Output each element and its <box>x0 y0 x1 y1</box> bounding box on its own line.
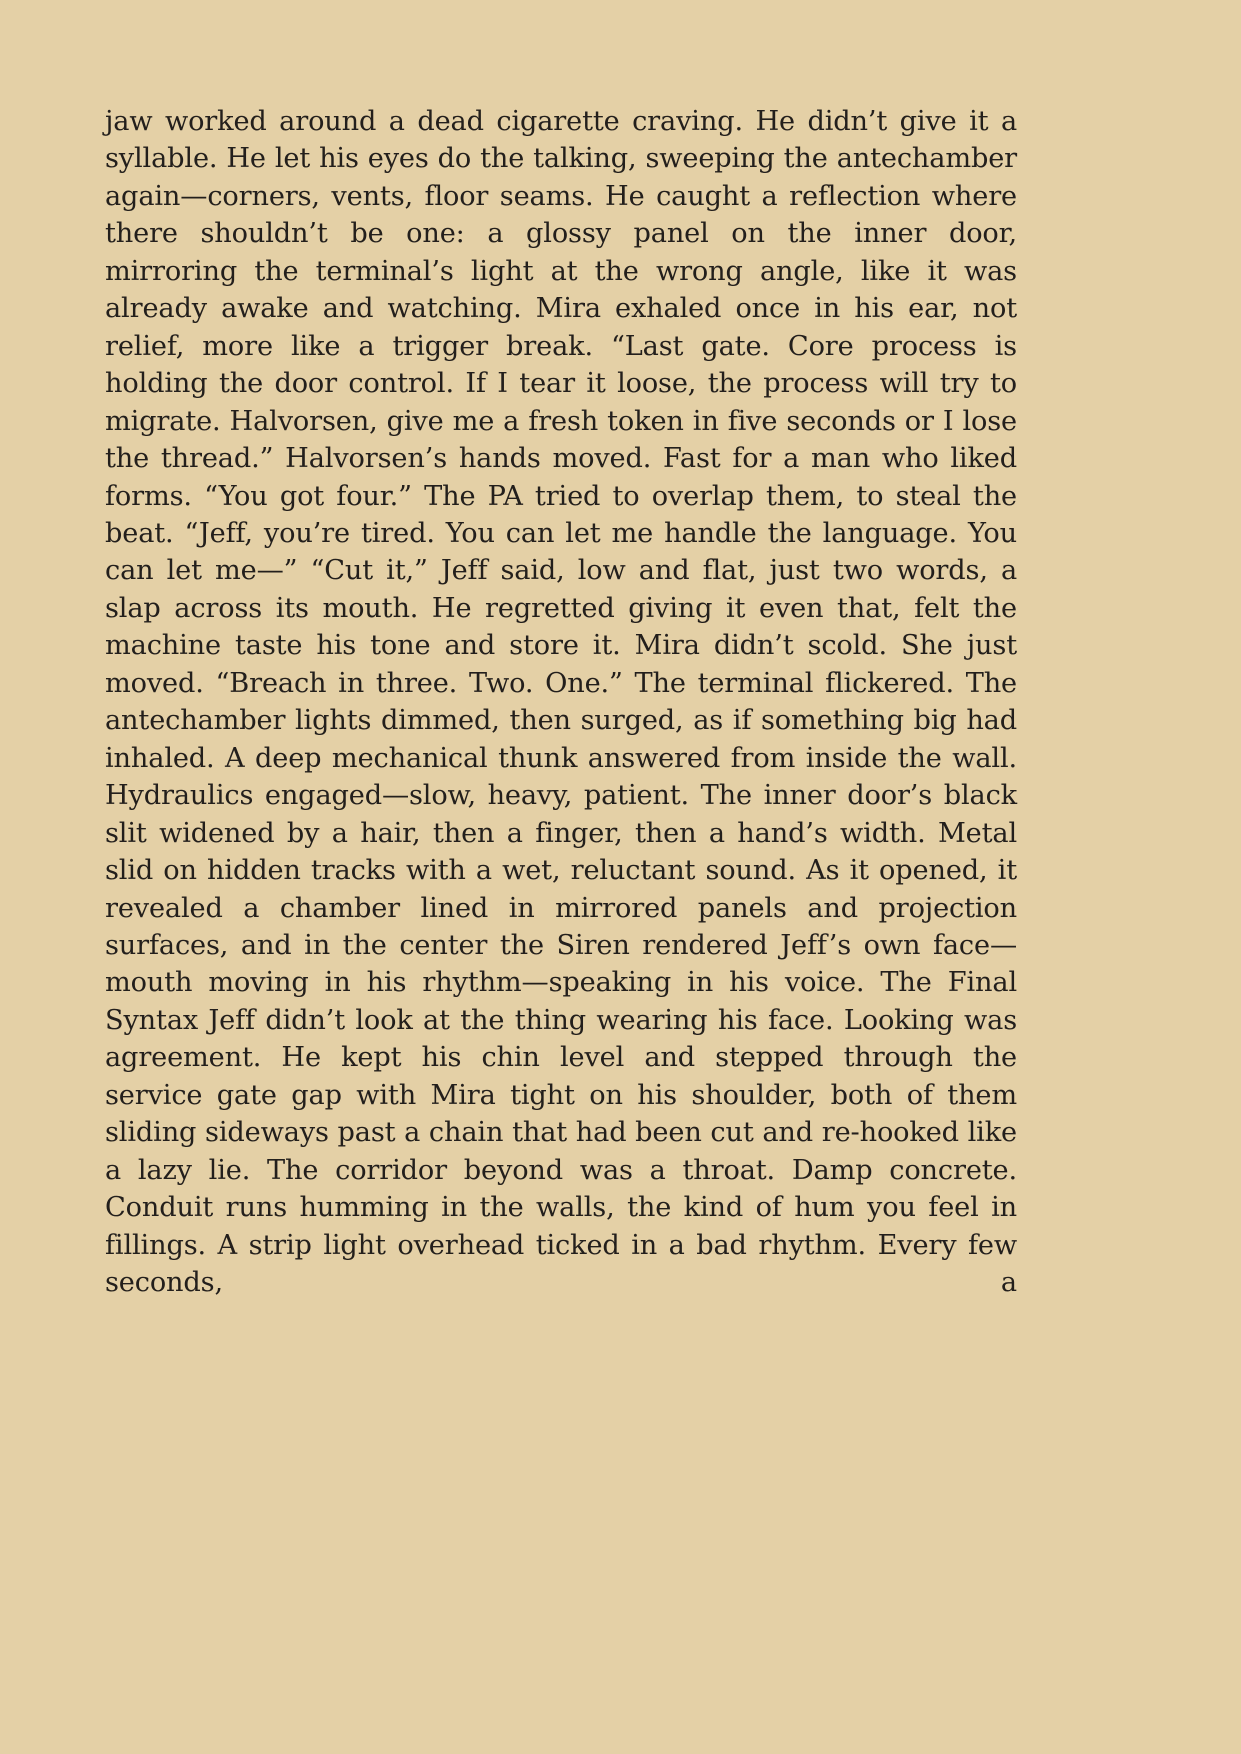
body-paragraph: jaw worked around a dead cigarette craving. He didn’t give it a syllable. He let his eyes do the talking, sweeping the antechamber again—corners, vents, floor seams. He caught a reflection where there shouldn’t be one: a glossy panel on the inner door, mirroring the terminal’s light at the wrong angle, like it was already awake and watching. Mira exhaled once in his ear, not relief, more like a trigger break. “Last gate. Core process is holding the door control. If I tear it loose, the process will try to migrate. Halvorsen, give me a fresh token in five seconds or I lose the thread.” Halvorsen’s hands moved. Fast for a man who liked forms. “You got four.” The PA tried to overlap them, to steal the beat. “Jeff, you’re tired. You can let me handle the language. You can let me—” “Cut it,” Jeff said, low and flat, just two words, a slap across its mouth. He regretted giving it even that, felt the machine taste his tone and store it. Mira didn’t scold. She just moved. “Breach in three. Two. One.” The terminal flickered. The antechamber lights dimmed, then surged, as if something big had inhaled. A deep mechanical thunk answered from inside the wall. Hydraulics engaged—slow, heavy, patient. The inner door’s black slit widened by a hair, then a finger, then a hand’s width. Metal slid on hidden tracks with a wet, reluctant sound. As it opened, it revealed a chamber lined in mirrored panels and projection surfaces, and in the center the Siren rendered Jeff’s own face—mouth moving in his rhythm—speaking in his voice. The Final Syntax Jeff didn’t look at the thing wearing his face. Looking was agreement. He kept his chin level and stepped through the service gate gap with Mira tight on his shoulder, both of them sliding sideways past a chain that had been cut and re-hooked like a lazy lie. The corridor beyond was a throat. Damp concrete. Conduit runs humming in the walls, the kind of hum you feel in fillings. A strip light overhead ticked in a bad rhythm. Every few seconds, a <box>105 106 1017 1299</box>
text-column <box>105 103 1017 1339</box>
